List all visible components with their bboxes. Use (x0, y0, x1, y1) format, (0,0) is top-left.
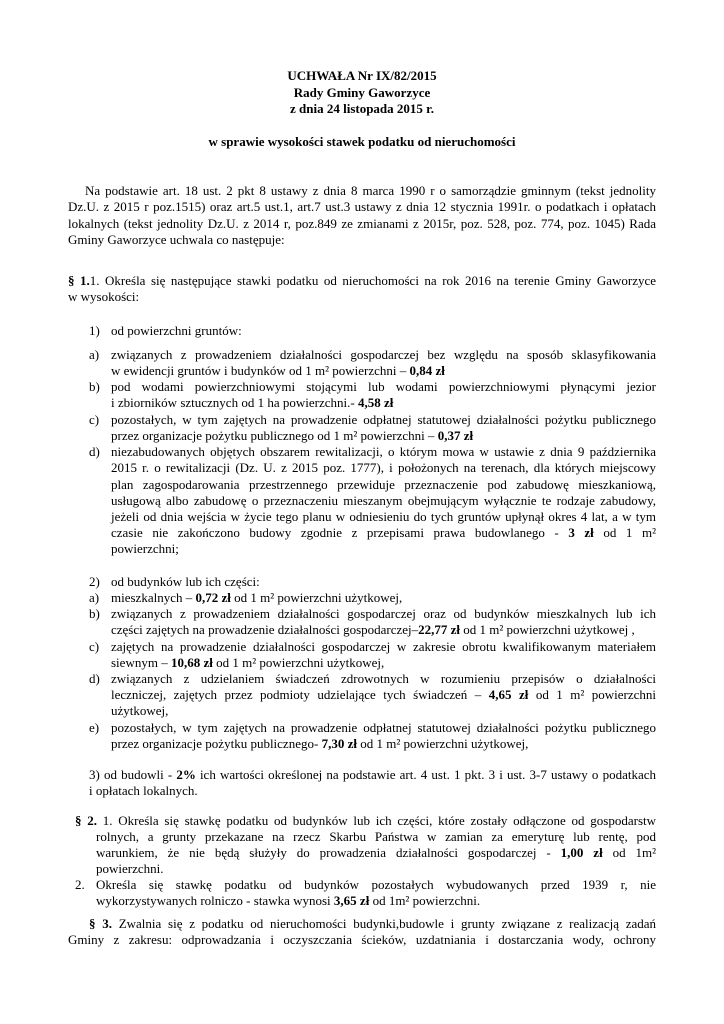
list-item-line: jeżeli od dnia wejścia w życie tego planu w odniesieniu do tych gruntów upłynął okres 4 lat, a w tym (111, 509, 656, 524)
paragraph-3-line: § 3. Zwalnia się z podatku od nieruchomości budynki,budowle i grunty związane z realizacją zadań (89, 916, 657, 931)
list-item-line: 2015 r. o rewitalizacji (Dz. U. z 2015 poz. 1777), i położonych na terenach, dla których miejscowy (111, 460, 656, 475)
list-letter: d) (89, 444, 100, 459)
list-letter: e) (89, 720, 100, 735)
rate-value: 0,84 zł (409, 363, 445, 378)
paragraph-3-line: Gminy z zakresu: odprowadzania i oczyszczania ścieków, uzdatniania i dostarczania wody, ochrony (68, 932, 656, 947)
list-item-line: pozostałych, w tym zajętych na prowadzenie odpłatnej statutowej działalności pożytku publicznego (111, 720, 656, 735)
rate-value: 4,58 zł (357, 395, 394, 410)
section-number: 2) (89, 574, 100, 589)
list-item-line: przez organizacje pożytku publicznego- 7,30 zł od 1 m² powierzchni użytkowej, (111, 736, 529, 751)
list-item-line: związanych z udzielaniem świadczeń zdrowotnych w rozumieniu przepisów o działalności (111, 671, 656, 686)
preamble-line: Dz.U. z 2015 r poz.1515) oraz art.5 ust.1, art.7 ust.3 ustawy z dnia 12 stycznia 1991r. o podatkach i opłatach (68, 199, 656, 214)
list-item-line: usługową albo zabudowę o przeznaczeniu mieszanym obejmującym wyłącznie te rodzaje zabudowy, (111, 493, 656, 508)
list-item-line: zajętych na prowadzenie działalności gospodarczej w zakresie obrotu kwalifikowanym materiałem (111, 639, 656, 654)
list-item-line: niezabudowanych objętych obszarem rewitalizacji, o którym mowa w ustawie z dnia 9 października (111, 444, 656, 459)
list-letter: b) (89, 379, 100, 394)
list-item-line: siewnym – 10,68 zł od 1 m² powierzchni użytkowej, (111, 655, 385, 670)
list-item-line: w ewidencji gruntów i budynków od 1 m² powierzchni – 0,84 zł (111, 363, 445, 378)
rate-value: 3,65 zł (333, 893, 370, 908)
paragraph-3-sign: § 3. (89, 916, 112, 931)
list-letter: b) (89, 606, 100, 621)
resolution-title: UCHWAŁA Nr IX/82/2015 (287, 68, 437, 83)
list-number: 2. (75, 877, 85, 892)
preamble-line: Gminy Gaworzyce uchwala co następuje: (68, 232, 285, 247)
list-item-line: użytkowej, (111, 703, 169, 718)
rate-value: 22,77 zł (418, 622, 461, 637)
list-item-line: pozostałych, w tym zajętych na prowadzenie odpłatnej statutowej działalności pożytku publicznego (111, 412, 656, 427)
list-item-line: przez organizacje pożytku publicznego od 1 m² powierzchni – 0,37 zł (111, 428, 474, 443)
paragraph-2-line: wykorzystywanych rolniczo - stawka wynosi 3,65 zł od 1m² powierzchni. (96, 893, 481, 908)
list-item-line: 3) od budowli - 2% ich wartości określonej na podstawie art. 4 ust. 1 pkt. 3 i ust. 3-7 ustawy o podatkach (89, 767, 656, 782)
rate-value: 0,37 zł (437, 428, 474, 443)
list-letter: a) (89, 347, 100, 362)
paragraph-2-line: powierzchni. (96, 861, 164, 876)
list-letter: d) (89, 671, 100, 686)
section-label: od powierzchni gruntów: (111, 323, 242, 338)
paragraph-2-line: warunkiem, że nie będą służyły do prowadzenia działalności gospodarczej - 1,00 zł od 1m² (96, 845, 656, 860)
list-item-line: leczniczej, zajętych przez podmioty udzielające tych świadczeń – 4,65 zł od 1 m² powierzchni (111, 687, 656, 702)
list-item-line: czasie nie zakończono budowy zgodnie z przepisami prawa budowlanego - 3 zł od 1 m² (111, 525, 657, 540)
list-item-line: związanych z prowadzeniem działalności gospodarczej bez względu na sposób sklasyfikowania (111, 347, 656, 362)
rate-value: 4,65 zł (488, 687, 529, 702)
paragraph-1-line: w wysokości: (68, 289, 140, 304)
preamble-line: lokalnych (tekst jednolity Dz.U. z 2014 r, poz.849 ze zmianami z 2015r, poz. 528, poz. 774, poz. 1045) Rada (68, 216, 656, 231)
list-item-line: i zbiorników sztucznych od 1 ha powierzchni.- 4,58 zł (111, 395, 394, 410)
rate-value: 7,30 zł (321, 736, 357, 751)
section-label: od budynków lub ich części: (111, 574, 260, 589)
list-item-line: powierzchni; (111, 541, 179, 556)
section-number: 1) (89, 323, 100, 338)
rate-value: 0,72 zł (195, 590, 231, 605)
paragraph-2-line: § 2. 1. Określa się stawkę podatku od budynków lub ich części, które zostały odłączone od gospodarstw (75, 813, 656, 828)
list-letter: c) (89, 412, 100, 427)
paragraph-2-line: Określa się stawkę podatku od budynków pozostałych wybudowanych przed 1939 r, nie (96, 877, 656, 892)
paragraph-2-sign: § 2. (75, 813, 97, 828)
list-item-line: części zajętych na prowadzenie działalności gospodarczej–22,77 zł od 1 m² powierzchni użytkowej , (111, 622, 635, 637)
rate-value: 1,00 zł (560, 845, 603, 860)
paragraph-1-line: § 1.1. Określa się następujące stawki podatku od nieruchomości na rok 2016 na terenie Gminy Gaworzyce (68, 273, 657, 288)
rate-value: 10,68 zł (170, 655, 213, 670)
list-item-line: pod wodami powierzchniowymi stojącymi lub wodami powierzchniowymi płynącymi jezior (111, 379, 656, 394)
paragraph-1-sign: § 1. (68, 273, 90, 288)
resolution-subject: w sprawie wysokości stawek podatku od nieruchomości (208, 134, 516, 149)
list-item-line: i opłatach lokalnych. (89, 783, 198, 798)
list-letter: a) (89, 590, 100, 605)
rate-value: 3 zł (568, 525, 594, 540)
rate-value: 2% (176, 767, 196, 782)
list-item-line: plan zagospodarowania przestrzennego przewiduje przeznaczenie pod zabudowę mieszkaniową, (111, 477, 656, 492)
list-item-line: mieszkalnych – 0,72 zł od 1 m² powierzchni użytkowej, (111, 590, 403, 605)
resolution-date: z dnia 24 listopada 2015 r. (290, 101, 434, 116)
council-name: Rady Gminy Gaworzyce (293, 85, 431, 100)
list-item-line: związanych z prowadzeniem działalności gospodarczej oraz od budynków mieszkalnych lub ich (111, 606, 656, 621)
preamble-line: Na podstawie art. 18 ust. 2 pkt 8 ustawy z dnia 8 marca 1990 r o samorządzie gminnym (tekst jednolity (85, 183, 656, 198)
list-letter: c) (89, 639, 100, 654)
paragraph-2-line: rolnych, a grunty przekazane na rzecz Skarbu Państwa w zamian za emeryturę lub rentę, pod (96, 829, 656, 844)
